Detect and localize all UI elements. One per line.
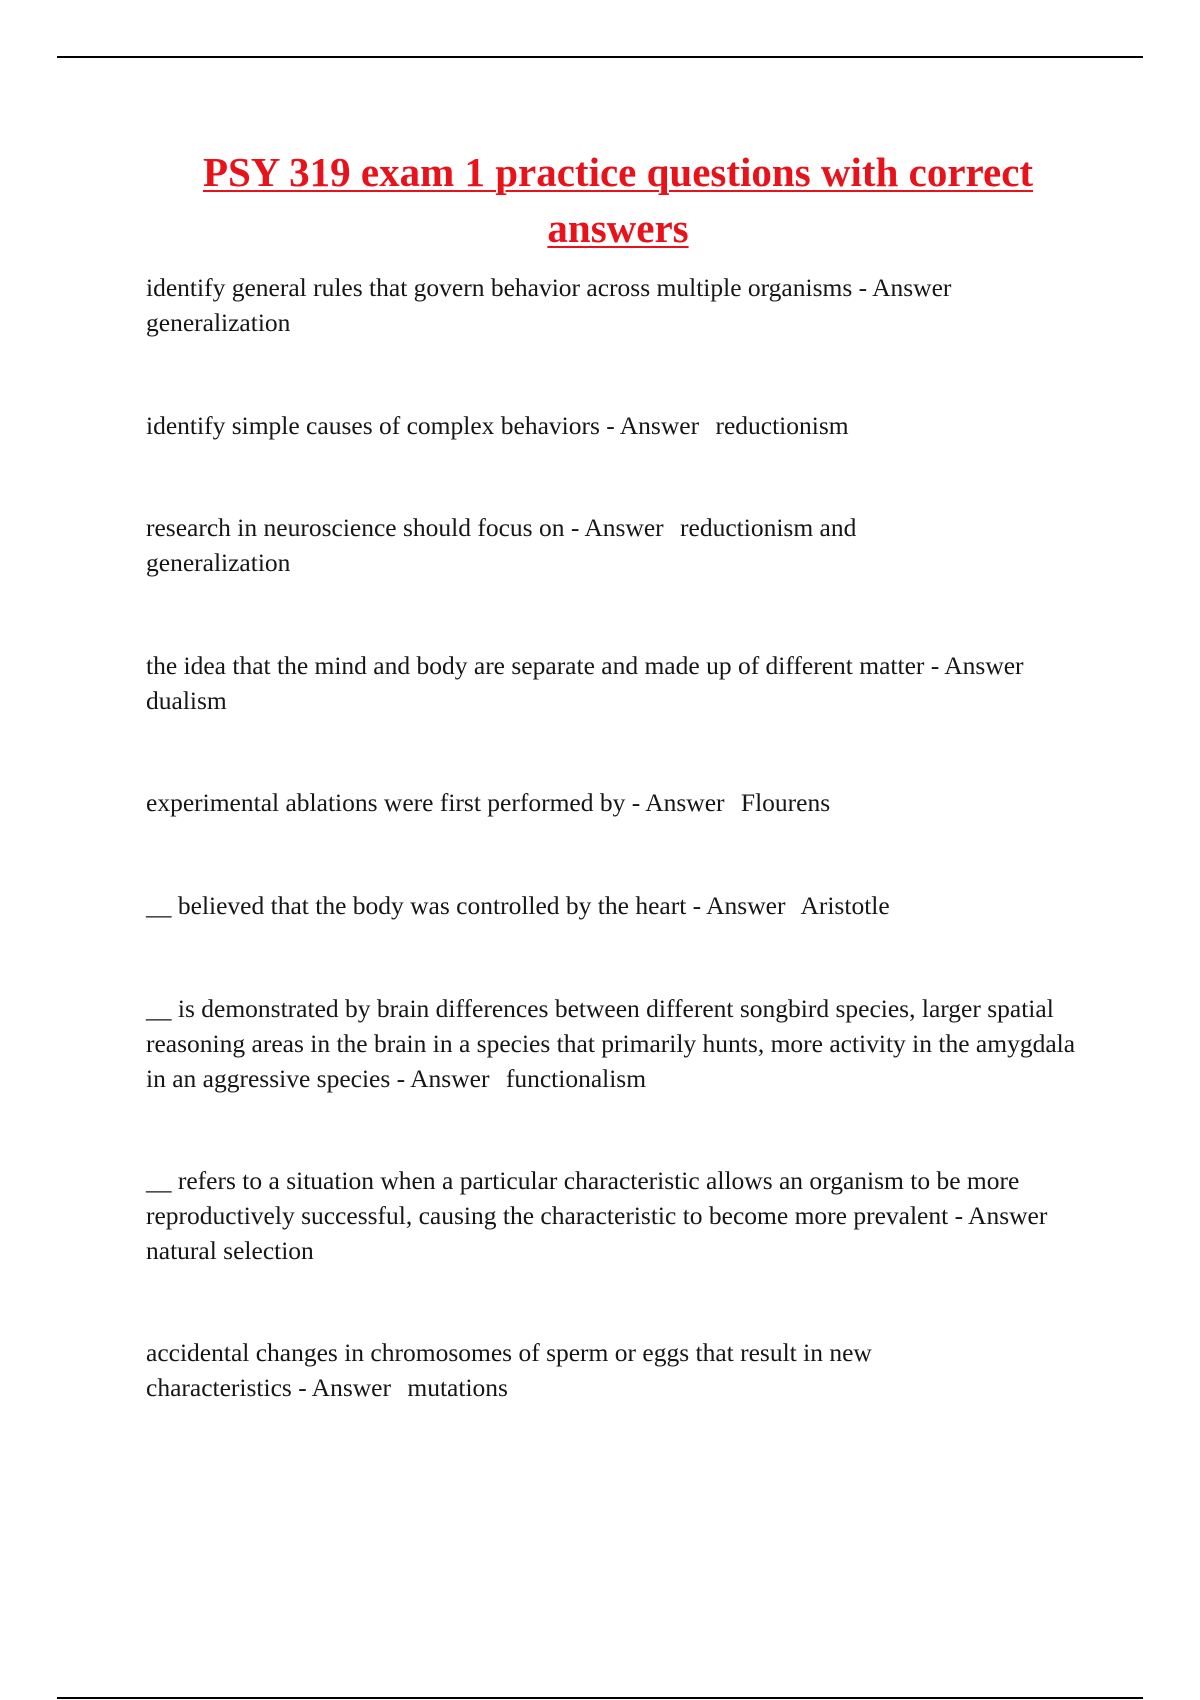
question-text: the idea that the mind and body are separate and made up of different matter - bbox=[146, 651, 945, 680]
qa-item bbox=[146, 1163, 1066, 1268]
answer-text: Flourens bbox=[740, 788, 831, 817]
top-divider bbox=[57, 56, 1143, 58]
answer-text: natural selection bbox=[146, 1236, 314, 1265]
document-title: PSY 319 exam 1 practice questions with correct answers bbox=[202, 149, 1034, 251]
answer-label: Answer bbox=[619, 411, 700, 440]
question-text: identify general rules that govern behavior across multiple organisms - bbox=[146, 273, 873, 302]
qa-item bbox=[146, 888, 1086, 923]
bottom-divider bbox=[57, 1697, 1143, 1699]
qa-item bbox=[146, 270, 1086, 340]
qa-item bbox=[146, 510, 946, 580]
answer-text: functionalism bbox=[505, 1064, 647, 1093]
question-text: accidental changes in chromosomes of sperm or eggs that result in new characteristics - bbox=[146, 1338, 872, 1402]
answer-text: mutations bbox=[407, 1373, 508, 1402]
question-text: experimental ablations were first performed by - bbox=[146, 788, 646, 817]
answer-text: dualism bbox=[146, 686, 227, 715]
question-text: __ is demonstrated by brain differences between different songbird species, larger spatial reasoning areas in the brain in a species that primarily hunts, more activity in the amygdala in an aggressive species - bbox=[146, 994, 1076, 1093]
answer-label: Answer bbox=[584, 513, 664, 542]
answer-text: Aristotle bbox=[800, 891, 890, 920]
qa-item bbox=[146, 408, 1086, 443]
question-text: __ believed that the body was controlled by the heart - bbox=[146, 891, 707, 920]
answer-label: Answer bbox=[311, 1373, 391, 1402]
answer-label: Answer bbox=[706, 891, 786, 920]
answer-text: reductionism bbox=[715, 411, 849, 440]
qa-item bbox=[146, 1335, 966, 1405]
answer-text: reductionism and generalization bbox=[146, 513, 857, 577]
qa-item bbox=[146, 785, 1086, 820]
answer-label: Answer bbox=[944, 651, 1024, 680]
question-text: research in neuroscience should focus on - bbox=[146, 513, 585, 542]
question-text: identify simple causes of complex behaviors - bbox=[146, 411, 620, 440]
answer-label: Answer bbox=[872, 273, 952, 302]
answer-label: Answer bbox=[968, 1201, 1048, 1230]
qa-item bbox=[146, 991, 1086, 1096]
answer-label: Answer bbox=[410, 1064, 490, 1093]
answer-label: Answer bbox=[645, 788, 725, 817]
question-text: __ refers to a situation when a particular characteristic allows an organism to be more reproductively successful, causing the characteristic to become more prevalent - bbox=[146, 1166, 1020, 1230]
answer-text: generalization bbox=[146, 308, 291, 337]
qa-item bbox=[146, 648, 1086, 718]
